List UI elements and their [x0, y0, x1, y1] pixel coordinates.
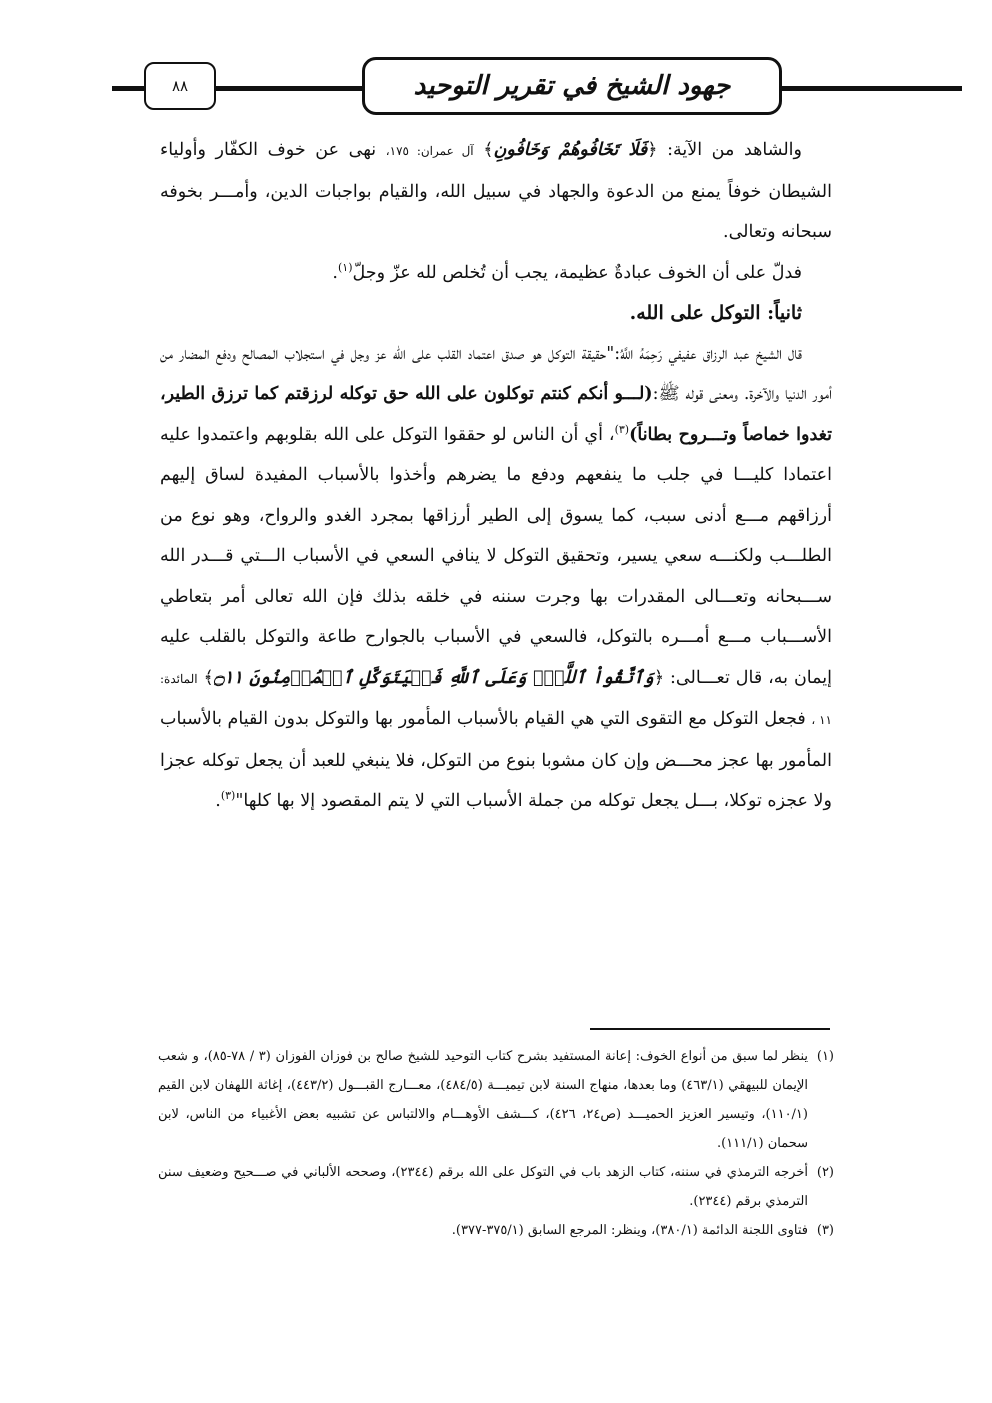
text-run: ، أي أن الناس لو حققوا التوكل على الله بقلوبهم واعتمدوا عليه اعتمادا كليـــا في جلب ما ينفعهم ودفع ما يضرهم وأخذوا بالأسباب المفيدة لساق إليهم أرزاقهم مـــع أدنى سبب، كما يسوق إلى الطير أرزاقها بمجرد الغدو والرواح، وهو نوع من الطلـــب ولكنـــه سعي يسير، وتحقيق التوكل لا ينافي السعي في الأسباب الـــتي قـــدر الله ســـبحانه وتعـــالى المقدرات بها وجرت سننه في خلقه بذلك فإن الله تعالى أمر بتعاطي الأســـباب مـــع أمـــره بالتوكل، فالسعي في الأسباب بالجوارح طاعة والتوكل بالقلب عليه إيمان به، قال تعـــالى: ﴿: [160, 424, 832, 688]
footnote-separator: [590, 1028, 830, 1030]
footnote-text: أخرجه الترمذي في سننه، كتاب الزهد باب في التوكل على الله برقم (٢٣٤٤)، وصححه الألباني في صـــحيح وضعيف سنن الترمذي برقم (٢٣٤٤).: [158, 1165, 808, 1209]
paragraph-1: [160, 130, 832, 253]
footnote-text: فتاوى اللجنة الدائمة (٣٨٠/١)، وينظر: المرجع السابق (٣٧٥/١-٣٧٧).: [451, 1223, 808, 1238]
paragraph-3: [160, 334, 832, 822]
page-number: ٨٨: [144, 62, 216, 110]
text-run: ﴾: [203, 667, 214, 688]
footnote-item: [158, 1042, 834, 1158]
text-run: والشاهد من الآية: ﴿: [647, 140, 802, 160]
text-run: فجعل التوكل مع التقوى التي هي القيام بالأسباب المأمور بها والتوكل بدون القيام بالأسباب المأمور بها عجز محـــض وإن كان مشوبا بنوع من التوكل، فلا ينبغي للعبد أن يجعل توكله عجزا ولا عجزه توكلا، بـــل يجعل توكله من جملة الأسباب التي لا يتم المقصود إلا بها كلها": [160, 709, 832, 811]
quran-verse: فَلَا تَخَافُوهُمْ وَخَافُونِ: [493, 140, 648, 160]
hadith-text: (لـــو أنكم كنتم توكلون على الله حق توكله لرزقتم كما ترزق الطير، تغدوا خماصاً وتـــروح بطاناً): [160, 384, 832, 445]
quran-verse: وَٱتَّقُواْ ٱللَّهَۚ وَعَلَى ٱللَّهِ فَلۡيَتَوَكَّلِ ٱلۡمُؤۡمِنُونَ ۝١١: [213, 667, 654, 688]
footnote-number: (٢): [816, 1165, 834, 1180]
paragraph-2: [160, 253, 832, 294]
text-run: ﴾: [483, 140, 494, 160]
footnote-number: (١): [816, 1049, 834, 1064]
text-run: .: [332, 262, 338, 283]
section-heading: ثانياً: التوكل على الله.: [629, 302, 802, 324]
footnote-item: [158, 1158, 834, 1216]
text-run: نهى عن خوف الكفّار وأولياء الشيطان خوفاً يمنع من الدعوة والجهاد في سبيل الله، والقيام بواجبات الدين، وأمـــر بخوفه سبحانه وتعالى.: [160, 140, 832, 242]
verse-reference: المائدة: ١١ ،: [160, 671, 832, 727]
page-title: جهود الشيخ في تقرير التوحيد: [362, 57, 782, 115]
text-run: .: [215, 791, 221, 811]
text-run: فدلّ على أن الخوف عبادةٌ عظيمة، يجب أن تُخلص لله عزّ وجلّ: [352, 262, 802, 283]
footnote-item: [158, 1216, 834, 1245]
footnote-ref: (١): [337, 260, 353, 274]
footnote-ref: (٣): [614, 422, 630, 436]
footnote-ref: (٣): [220, 789, 236, 803]
verse-reference: آل عمران: ١٧٥،: [385, 144, 474, 158]
main-text: [160, 130, 832, 822]
footnotes: [158, 1042, 834, 1245]
footnote-text: ينظر لما سبق من أنواع الخوف: إعانة المستفيد بشرح كتاب التوحيد للشيخ صالح بن فوزان الفوزان (٣ / ٧٨-٨٥)، و شعب الإيمان للبيهقي (٤٦٣/١) وما بعدها، منهاج السنة لابن تيميـــة (٤٨٤/٥)، معـــارج القبـــول (٤٤٣/٢)، إغاثة اللهفان لابن القيم (١١٠/١)، وتيسير العزيز الحميـــد (ص٢٤، ٤٢٦)، كـــشف الأوهـــام والالتباس عن تشبيه بعض الأغبياء من الناس، لابن سحمان (١١١/١).: [158, 1049, 808, 1151]
footnote-number: (٣): [816, 1223, 834, 1238]
text-run: قال الشيخ عبد الرزاق عفيفي رَحِمَهُ اللَّهُ:"حقيقة التوكل هو صدق اعتماد القلب على الله عز وجل في استجلاب المصالح ودفع المضار من أمور الدنيا والآخرة. ومعنى قوله ﷺ:: [160, 343, 832, 404]
